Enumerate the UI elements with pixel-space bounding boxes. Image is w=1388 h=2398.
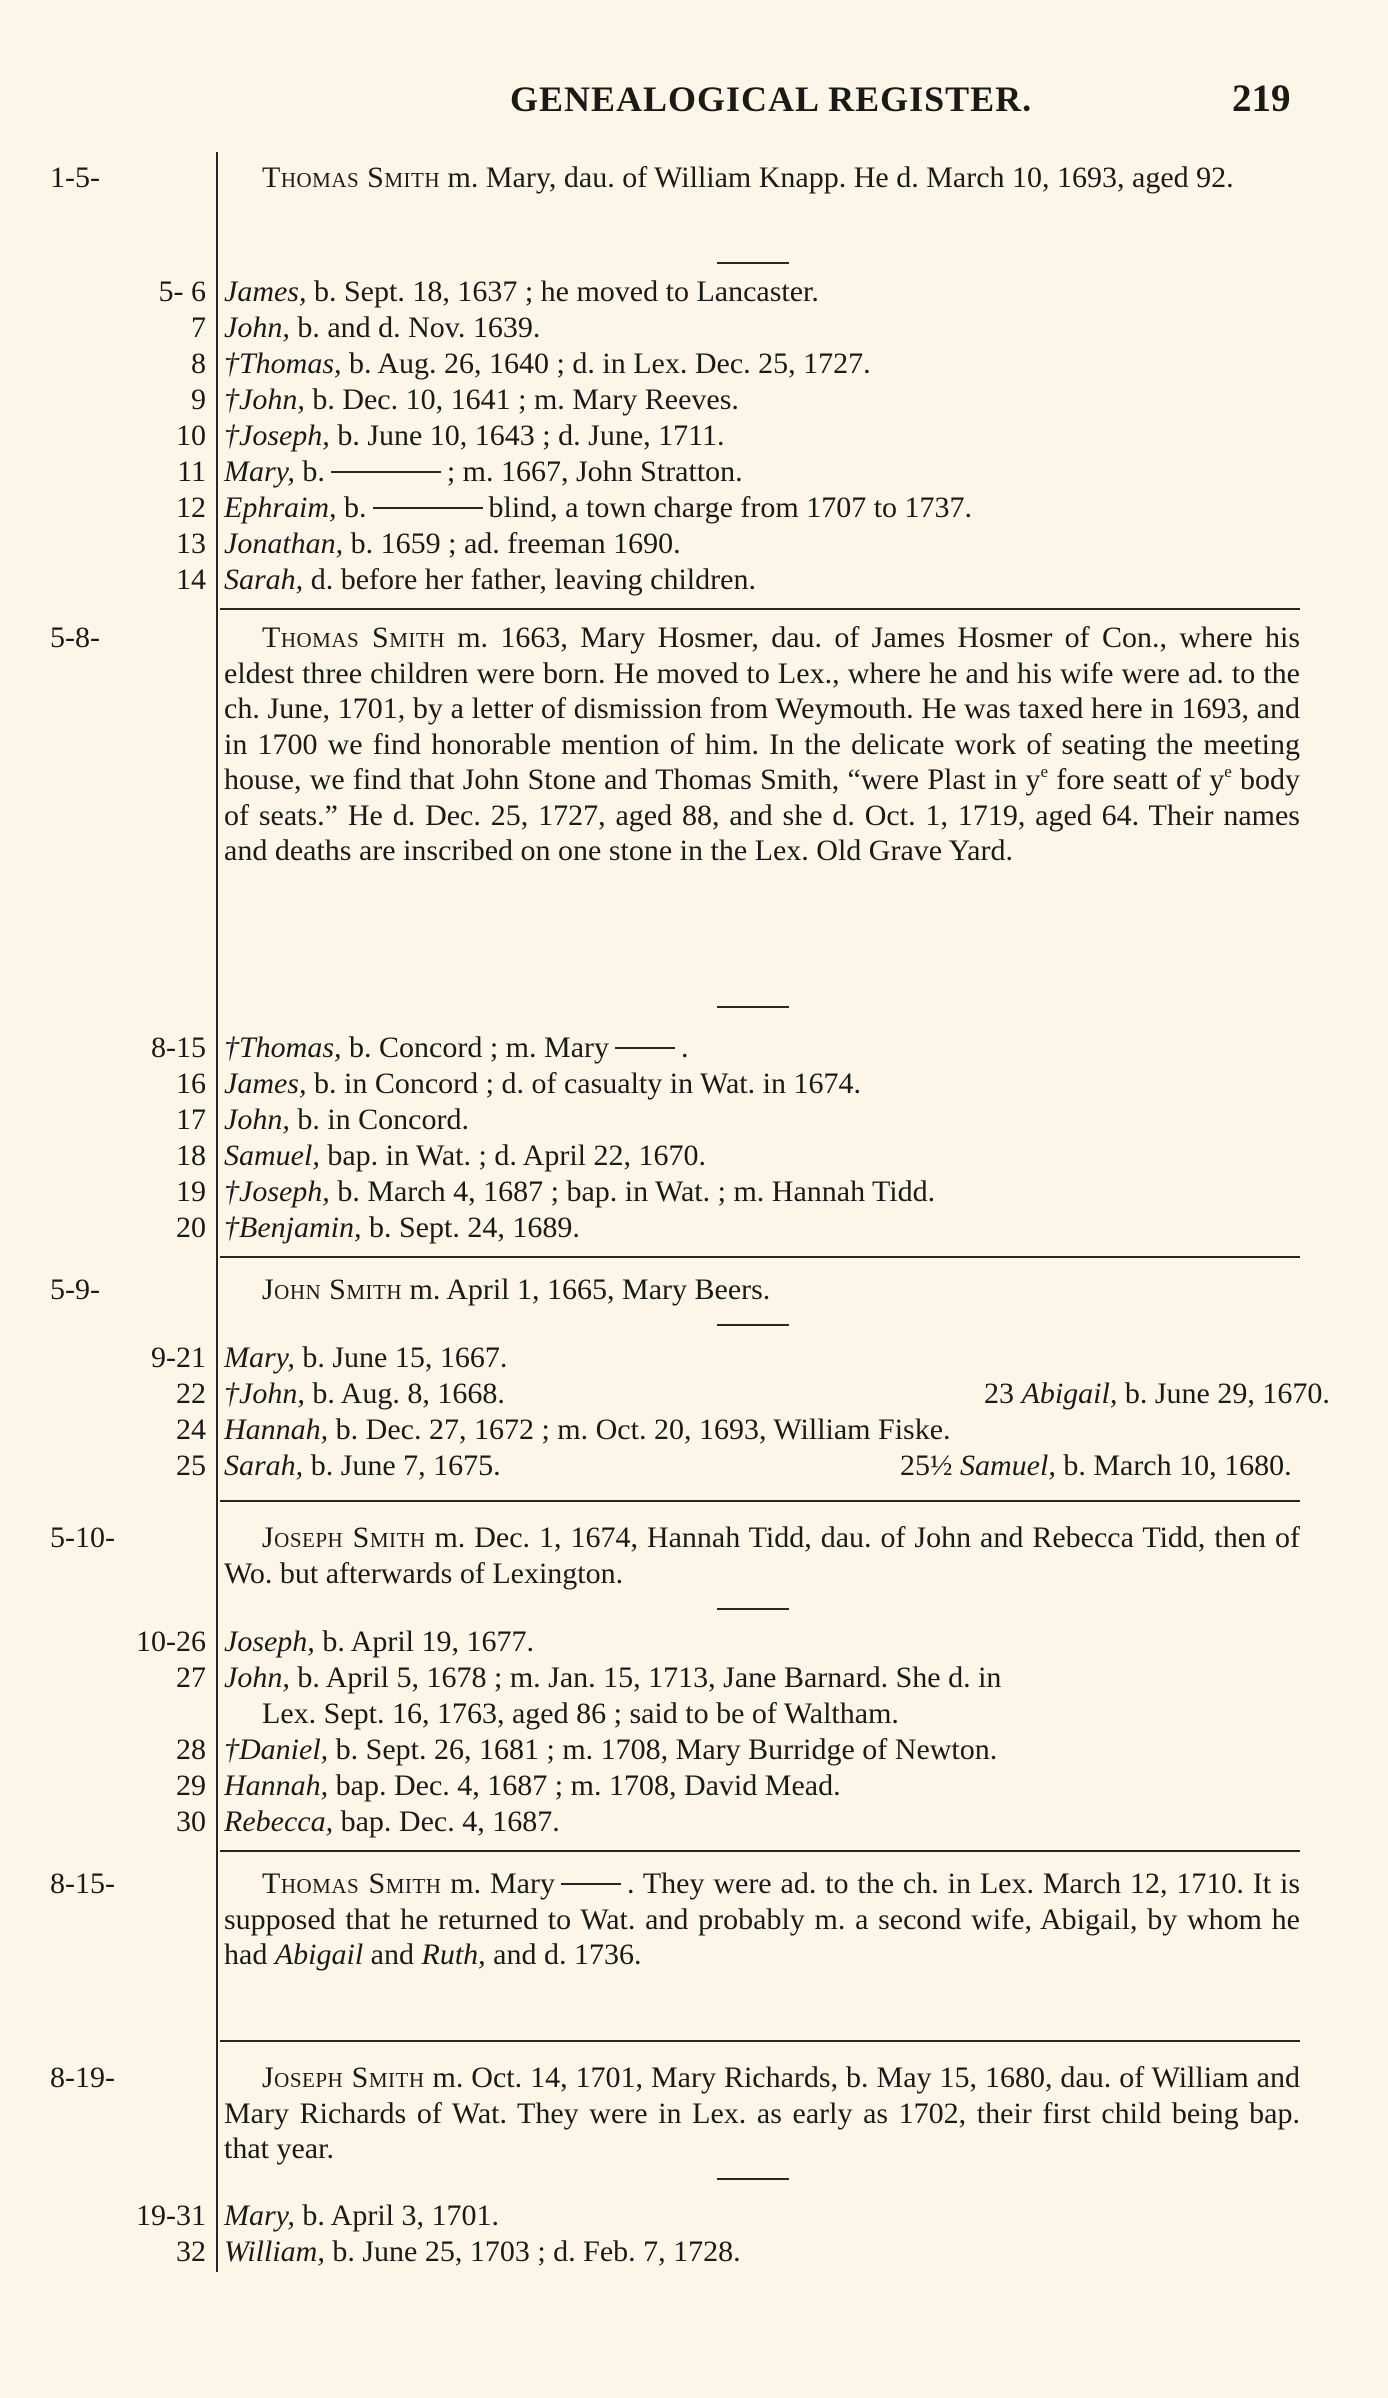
child-name: †John,	[224, 1377, 305, 1410]
child-ref: 9	[191, 383, 206, 416]
child-entry	[224, 1376, 1330, 1412]
child-entry	[224, 1210, 1300, 1246]
child-ref: 5- 6	[158, 275, 206, 308]
entry-text: m. Dec. 1, 1674, Hannah Tidd, dau. of John and Rebecca Tidd, then of Wo. but afterwards of Lexington.	[224, 1521, 1300, 1590]
section-entry	[224, 1520, 1300, 1591]
child-name: John,	[224, 1661, 290, 1694]
child-entry	[224, 490, 1300, 526]
entry-text: m. Mary, dau. of William Knapp. He d. March 10, 1693, aged 92.	[440, 161, 1234, 194]
child-ref: 30	[176, 1805, 206, 1838]
child-ref: 14	[176, 563, 206, 596]
child-ref: 19	[176, 1175, 206, 1208]
child-ref: 28	[176, 1733, 206, 1766]
child-name: James,	[224, 1067, 307, 1100]
section-rule	[220, 1500, 1300, 1502]
section-entry	[224, 1272, 1300, 1308]
child-name: Sarah,	[224, 563, 304, 596]
blank-dash	[615, 1047, 675, 1049]
child-entry	[224, 382, 1300, 418]
child-ref: 8	[191, 347, 206, 380]
child-text: b. in Concord.	[289, 1103, 469, 1136]
child-entry	[224, 1030, 1300, 1066]
child-name: †Benjamin,	[224, 1211, 362, 1244]
child-entry	[224, 274, 1300, 310]
child-ref: 8-15	[151, 1031, 206, 1064]
child-entry	[224, 1660, 1300, 1696]
child-ref: 19-31	[136, 2199, 206, 2232]
section-divider	[717, 1006, 789, 1008]
child-ref: 12	[176, 491, 206, 524]
child-name: Abigail,	[1021, 1377, 1118, 1410]
child-text: b. June 15, 1667.	[294, 1341, 508, 1374]
child-text: bap. Dec. 4, 1687.	[333, 1805, 560, 1838]
child-entry-second	[984, 1376, 1330, 1412]
child-name: †Daniel,	[224, 1733, 329, 1766]
child-name: †Thomas,	[224, 1031, 342, 1064]
section-entry	[224, 2060, 1300, 2167]
child-text: b. Aug. 26, 1640 ; d. in Lex. Dec. 25, 1727.	[341, 347, 871, 380]
child-entry	[224, 1732, 1300, 1768]
child-ref-inline: 23	[984, 1377, 1014, 1410]
child-name: †Joseph,	[224, 1175, 330, 1208]
entry-text: m. Mary	[441, 1867, 555, 1900]
child-text: b. March 10, 1680.	[1055, 1449, 1292, 1482]
section-ref: 8-15-	[50, 1867, 115, 1900]
child-ref: 17	[176, 1103, 206, 1136]
child-ref: 10	[176, 419, 206, 452]
entry-head-name: Joseph Smith	[262, 2061, 425, 2094]
superscript: e	[1040, 762, 1049, 781]
section-rule	[220, 608, 1300, 610]
section-divider	[717, 1324, 789, 1326]
entry-head-name: Thomas Smith	[262, 161, 441, 194]
child-entry	[224, 418, 1300, 454]
child-text: b.	[336, 491, 367, 524]
child-entry	[224, 1066, 1300, 1102]
child-entry-continuation: Lex. Sept. 16, 1763, aged 86 ; said to be of Waltham.	[262, 1697, 899, 1730]
section-ref: 8-19-	[50, 2061, 115, 2094]
entry-italic-name: Abigail	[274, 1938, 364, 1971]
child-entry	[224, 346, 1300, 382]
child-entry	[224, 1768, 1300, 1804]
child-entry	[224, 1102, 1300, 1138]
child-entry	[224, 1412, 1300, 1448]
child-text: b. Sept. 18, 1637 ; he moved to Lancaster.	[306, 275, 819, 308]
section-divider	[717, 2178, 789, 2180]
child-name: Mary,	[224, 1341, 295, 1374]
child-text: b. Dec. 10, 1641 ; m. Mary Reeves.	[304, 383, 739, 416]
child-text-cont: .	[681, 1031, 689, 1064]
child-text: b. Dec. 27, 1672 ; m. Oct. 20, 1693, William Fiske.	[328, 1413, 951, 1446]
child-name: Joseph,	[224, 1625, 315, 1658]
child-text: b. June 25, 1703 ; d. Feb. 7, 1728.	[324, 2235, 741, 2268]
child-ref: 29	[176, 1769, 206, 1802]
child-ref: 20	[176, 1211, 206, 1244]
child-text: b. June 7, 1675.	[303, 1449, 501, 1482]
child-name: James,	[224, 275, 307, 308]
child-text: b. and d. Nov. 1639.	[289, 311, 541, 344]
entry-text: fore seatt of y	[1048, 763, 1225, 796]
section-rule	[220, 2040, 1300, 2042]
child-text: bap. Dec. 4, 1687 ; m. 1708, David Mead.	[328, 1769, 841, 1802]
blank-dash	[331, 471, 441, 473]
child-ref: 22	[176, 1377, 206, 1410]
child-text: b. Aug. 8, 1668.	[304, 1377, 505, 1410]
child-name: Mary,	[224, 455, 295, 488]
section-divider	[717, 262, 789, 264]
section-ref: 5-10-	[50, 1521, 115, 1554]
child-entry	[224, 1174, 1300, 1210]
entry-text: and	[363, 1938, 422, 1971]
child-ref: 11	[177, 455, 206, 488]
page-number: 219	[1232, 77, 1291, 120]
running-title: GENEALOGICAL REGISTER.	[510, 79, 1033, 119]
margin-rule	[216, 152, 218, 2272]
section-entry	[224, 1866, 1300, 1973]
entry-text: m. April 1, 1665, Mary Beers.	[402, 1273, 771, 1306]
child-name: Hannah,	[224, 1413, 329, 1446]
entry-text: m. Oct. 14, 1701, Mary Richards, b. May 15, 1680, dau. of William and Mary Richards of Wat. They were in Lex. as early as 1702, their first child being bap. that year.	[224, 2061, 1300, 2165]
child-entry	[224, 1624, 1300, 1660]
child-name: Samuel,	[960, 1449, 1056, 1482]
child-entry	[224, 454, 1300, 490]
child-ref: 25	[176, 1449, 206, 1482]
section-ref: 5-9-	[50, 1273, 100, 1306]
child-name: †Joseph,	[224, 419, 330, 452]
child-ref: 24	[176, 1413, 206, 1446]
child-name: Ephraim,	[224, 491, 337, 524]
entry-text: . They were ad. to the ch. in Lex. March 12, 1710. It is supposed that he returned to Wat. and probably m. a second wife, Abigail, by whom he had	[224, 1867, 1300, 1971]
child-text: d. before her father, leaving children.	[303, 563, 756, 596]
section-divider	[717, 1608, 789, 1610]
entry-head-name: John Smith	[262, 1273, 403, 1306]
child-ref: 27	[176, 1661, 206, 1694]
child-entry	[224, 310, 1300, 346]
child-text: b. April 5, 1678 ; m. Jan. 15, 1713, Jane Barnard. She d. in	[289, 1661, 1002, 1694]
section-entry	[224, 160, 1300, 196]
child-entry	[224, 562, 1300, 598]
section-rule	[220, 1850, 1300, 1852]
entry-text: m. 1663, Mary Hosmer, dau. of James Hosmer of Con., where his eldest three children were born. He moved to Lex., where he and his wife were ad. to the ch. June, 1701, by a letter of dismission from Weymouth. He was taxed here in 1693, and in 1700 we find honorable mention of him. In the delicate work of seating the meeting house, we find that John Stone and Thomas Smith, “were Plast in y	[224, 621, 1300, 796]
child-text: b. March 4, 1687 ; bap. in Wat. ; m. Hannah Tidd.	[329, 1175, 936, 1208]
child-text: b. April 19, 1677.	[314, 1625, 534, 1658]
child-text: b. April 3, 1701.	[294, 2199, 499, 2232]
child-text: b. Concord ; m. Mary	[341, 1031, 609, 1064]
child-name: Rebecca,	[224, 1805, 334, 1838]
child-text: b. June 10, 1643 ; d. June, 1711.	[329, 419, 725, 452]
child-text-cont: ; m. 1667, John Stratton.	[446, 455, 743, 488]
child-text-cont: blind, a town charge from 1707 to 1737.	[488, 491, 973, 524]
child-text: b. June 29, 1670.	[1117, 1377, 1330, 1410]
section-ref: 5-8-	[50, 621, 100, 654]
child-entry	[224, 1804, 1300, 1840]
entry-text: body of seats.” He d. Dec. 25, 1727, aged 88, and she d. Oct. 1, 1719, aged 64. Their names and deaths are inscribed on one stone in the Lex. Old Grave Yard.	[224, 763, 1301, 867]
entry-head-name: Thomas Smith	[262, 621, 445, 654]
child-ref: 16	[176, 1067, 206, 1100]
entry-text: and d. 1736.	[485, 1938, 642, 1971]
child-name: †Thomas,	[224, 347, 342, 380]
child-name: Hannah,	[224, 1769, 329, 1802]
entry-italic-name: Ruth,	[421, 1938, 486, 1971]
child-name: John,	[224, 311, 290, 344]
section-rule	[220, 1256, 1300, 1258]
child-name: †John,	[224, 383, 305, 416]
child-name: John,	[224, 1103, 290, 1136]
child-name: Sarah,	[224, 1449, 304, 1482]
child-name: Mary,	[224, 2199, 295, 2232]
child-entry	[224, 1448, 1300, 1484]
child-ref: 10-26	[136, 1625, 206, 1658]
child-name: Jonathan,	[224, 527, 344, 560]
entry-head-name: Thomas Smith	[262, 1867, 442, 1900]
child-ref: 32	[176, 2235, 206, 2268]
child-ref: 18	[176, 1139, 206, 1172]
child-text: b. 1659 ; ad. freeman 1690.	[343, 527, 681, 560]
blank-dash	[561, 1883, 621, 1885]
child-ref: 9-21	[151, 1341, 206, 1374]
entry-head-name: Joseph Smith	[262, 1521, 426, 1554]
child-entry-second	[900, 1448, 1292, 1484]
blank-dash	[373, 507, 483, 509]
child-ref: 7	[191, 311, 206, 344]
child-text: bap. in Wat. ; d. April 22, 1670.	[319, 1139, 707, 1172]
section-ref: 1-5-	[50, 161, 100, 194]
child-name: Samuel,	[224, 1139, 320, 1172]
child-text: b. Sept. 24, 1689.	[361, 1211, 580, 1244]
child-entry	[224, 2198, 1300, 2234]
child-entry	[224, 1340, 1300, 1376]
child-text: b.	[294, 455, 325, 488]
child-ref: 13	[176, 527, 206, 560]
child-entry	[224, 1138, 1300, 1174]
page-header	[0, 78, 1388, 128]
section-entry	[224, 620, 1300, 869]
child-ref-inline: 25½	[900, 1449, 953, 1482]
child-entry	[224, 526, 1300, 562]
child-text: b. Sept. 26, 1681 ; m. 1708, Mary Burridge of Newton.	[328, 1733, 998, 1766]
child-entry	[224, 2234, 1300, 2270]
child-text: b. in Concord ; d. of casualty in Wat. in 1674.	[306, 1067, 861, 1100]
child-name: William,	[224, 2235, 325, 2268]
superscript: e	[1224, 762, 1232, 781]
